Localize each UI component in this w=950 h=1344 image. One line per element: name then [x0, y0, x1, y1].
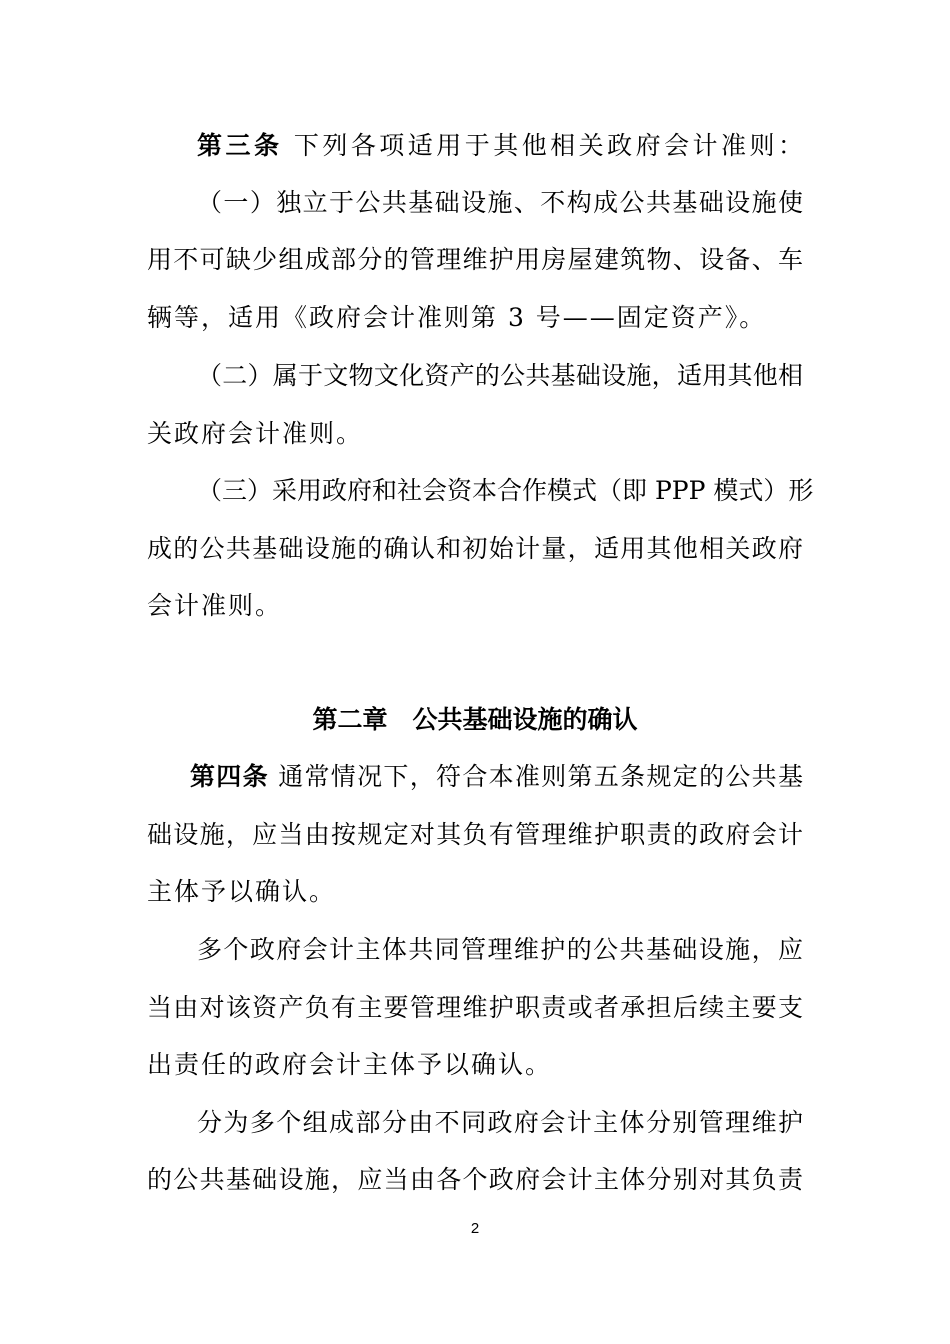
article-3-text: 下列各项适用于其他相关政府会计准则：	[293, 131, 803, 160]
article-3-item-1-line-2: 用不可缺少组成部分的管理维护用房屋建筑物、设备、车	[147, 245, 803, 274]
article-3-line-1	[197, 126, 803, 166]
article-3-item-3-line-2: 成的公共基础设施的确认和初始计量，适用其他相关政府	[147, 534, 803, 563]
chapter-2-heading: 第二章 公共基础设施的确认	[312, 705, 638, 734]
article-3-item-1-line-3: 辆等，适用《政府会计准则第 3 号——固定资产》。	[147, 303, 767, 332]
article-4-para-2-line-1: 多个政府会计主体共同管理维护的公共基础设施，应	[197, 935, 803, 964]
article-3-item-2-line-1: （二）属于文物文化资产的公共基础设施，适用其他相	[197, 361, 803, 390]
article-4-line-1	[190, 757, 803, 797]
article-3-item-3-line-3: 会计准则。	[147, 591, 283, 620]
article-4-line-3: 主体予以确认。	[147, 877, 337, 906]
article-3-item-1-line-1: （一）独立于公共基础设施、不构成公共基础设施使	[197, 188, 803, 217]
article-4-para-3-line-2: 的公共基础设施，应当由各个政府会计主体分别对其负责	[147, 1165, 803, 1194]
article-3-item-3-line-1: （三）采用政府和社会资本合作模式（即 PPP 模式）形	[197, 476, 814, 505]
article-4-label: 第四条	[190, 762, 269, 791]
article-4-line-2: 础设施，应当由按规定对其负有管理维护职责的政府会计	[147, 820, 803, 849]
article-4-para-3-line-1: 分为多个组成部分由不同政府会计主体分别管理维护	[197, 1108, 803, 1137]
page-number: 2	[470, 1220, 480, 1237]
article-4-para-2-line-2: 当由对该资产负有主要管理维护职责或者承担后续主要支	[147, 993, 803, 1022]
article-3-label: 第三条	[197, 131, 283, 160]
article-3-item-2-line-2: 关政府会计准则。	[147, 419, 364, 448]
article-4-para-2-line-3: 出责任的政府会计主体予以确认。	[147, 1050, 553, 1079]
article-4-text: 通常情况下，符合本准则第五条规定的公共基	[278, 762, 803, 791]
